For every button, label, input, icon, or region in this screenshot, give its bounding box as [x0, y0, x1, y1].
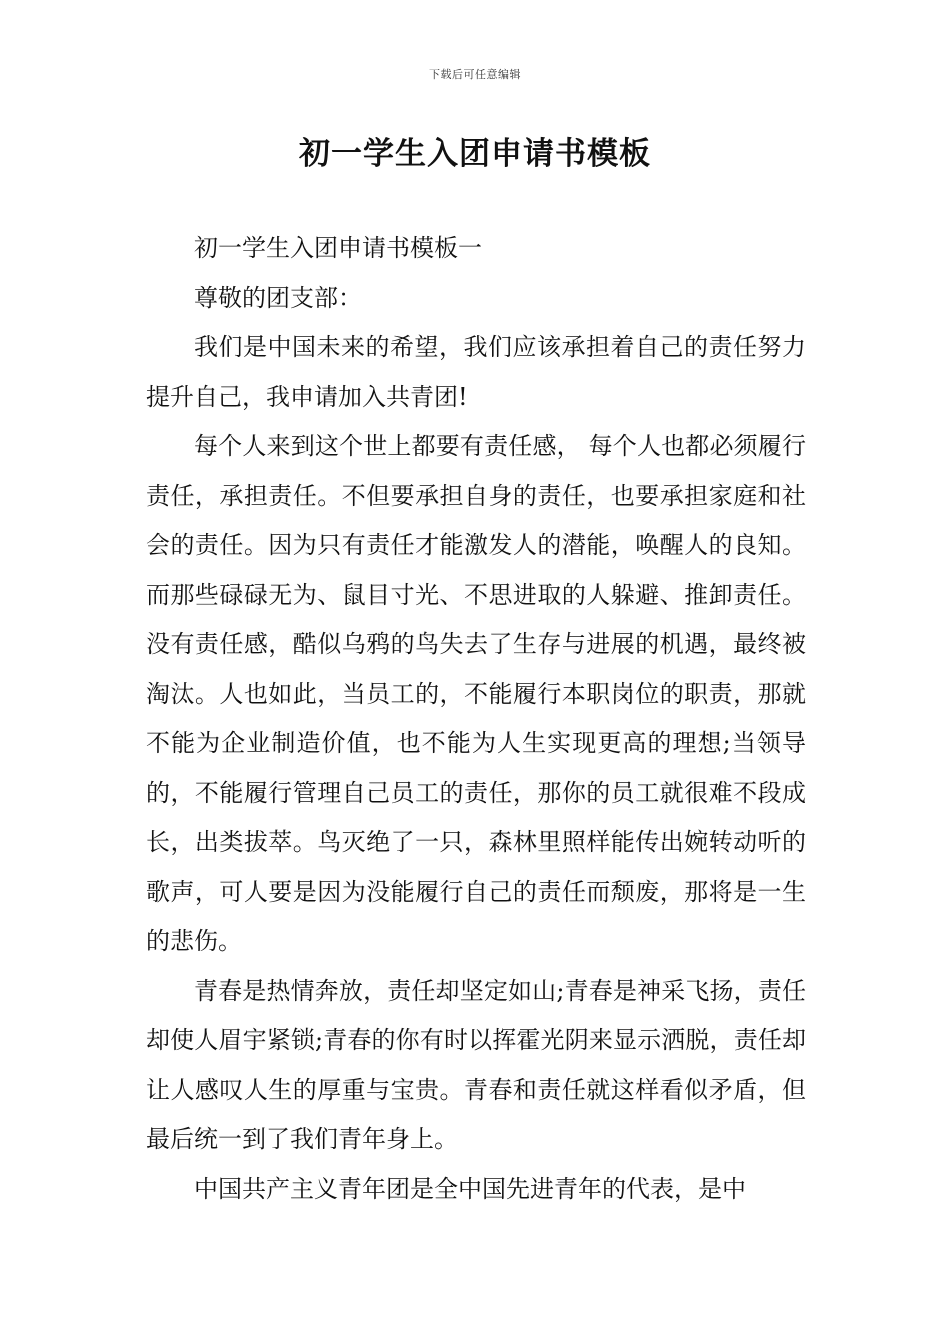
paragraph: 每个人来到这个世上都要有责任感， 每个人也都必须履行责任，承担责任。不但要承担自身的责任，也要承担家庭和社会的责任。因为只有责任才能激发人的潜能，唤醒人的良知。 而那些碌碌无为、鼠目寸光、不思进取的人躲避、推卸责任。没有责任感，酷似乌鸦的鸟失去了生存与进展的机遇，最终被淘汰。人也如此，当员工的，不能履行本职岗位的职责，那就不能为企业制造价值，也不能为人生实现更高的理想;当领导的，不能履行管理自己员工的责任，那你的员工就很难不段成长，出类拔萃。鸟灭绝了一只，森林里照样能传出婉转动听的歌声，可人要是因为没能履行自己的责任而颓废，那将是一生的悲伤。 [146, 432, 806, 955]
header-note: 下载后可任意编辑 [429, 68, 521, 81]
paragraph: 青春是热情奔放，责任却坚定如山;青春是神采飞扬，责任却使人眉宇紧锁;青春的你有时以挥霍光阴来显示洒脱，责任却让人感叹人生的厚重与宝贵。青春和责任就这样看似矛盾，但最后统一到了我们青年身上。 [146, 976, 806, 1153]
paragraph: 中国共产主义青年团是全中国先进青年的代表，是中 [194, 1174, 746, 1203]
document-title: 初一学生入团申请书模板 [299, 136, 651, 172]
section-heading: 初一学生入团申请书模板一 [194, 234, 482, 262]
salutation: 尊敬的团支部： [194, 283, 362, 312]
document-body [146, 224, 806, 1214]
paragraph: 我们是中国未来的希望，我们应该承担着自己的责任努力提升自己，我申请加入共青团! [146, 333, 806, 411]
